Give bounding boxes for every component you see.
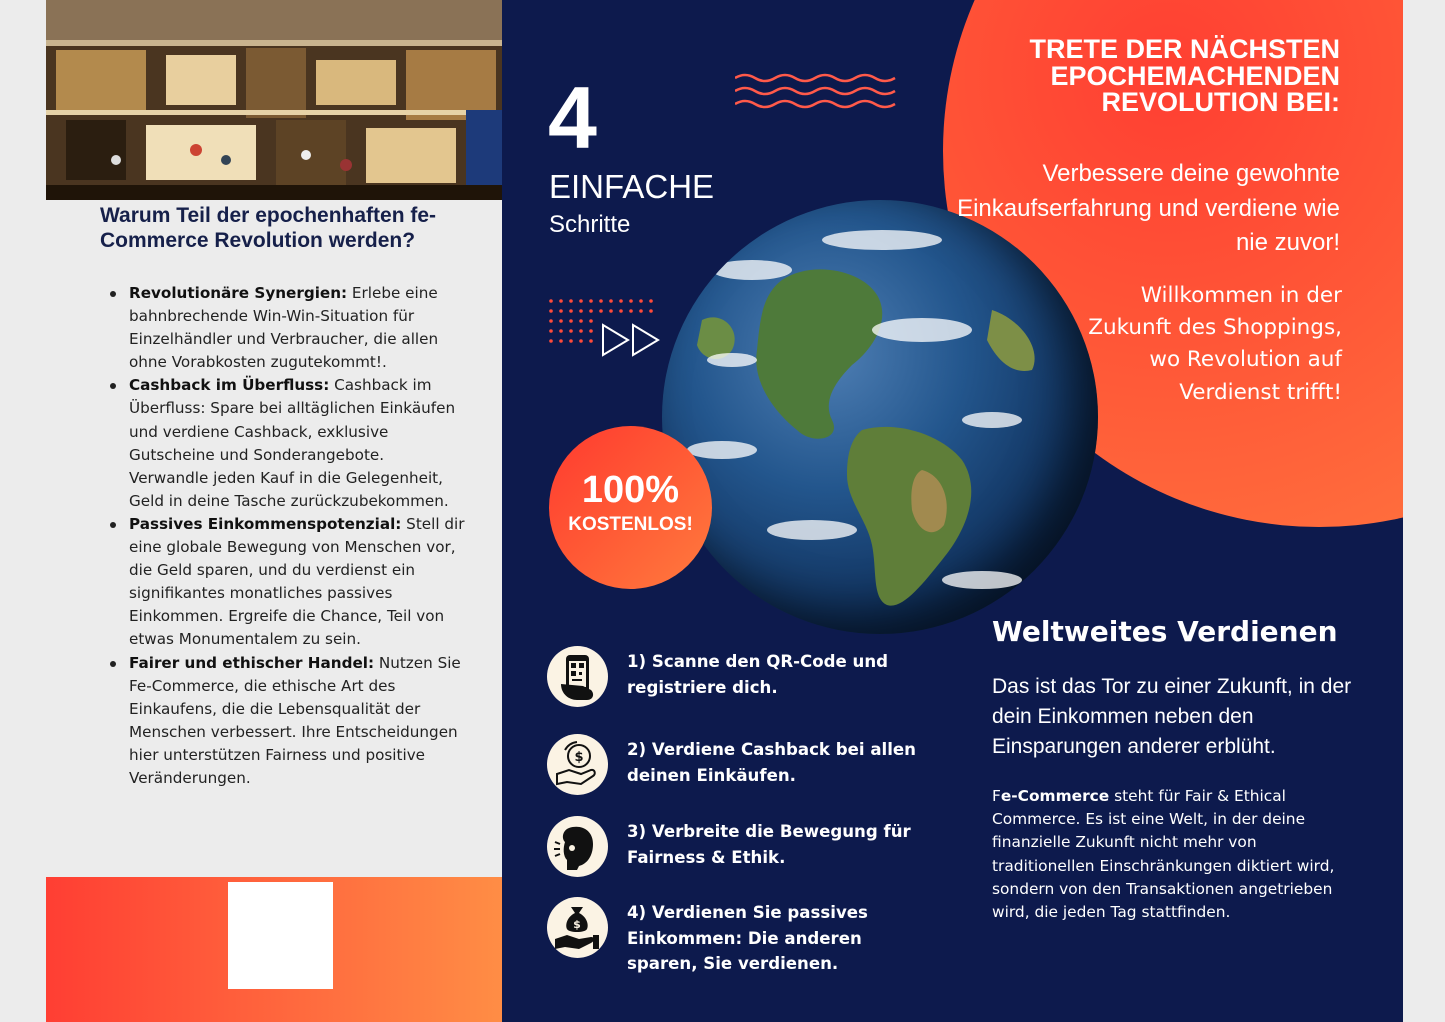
cashback-hand-icon [547, 734, 608, 795]
benefit-item [104, 374, 466, 513]
earn-title: Weltweites Verdienen [992, 615, 1338, 648]
earn-body-prefix: F [992, 787, 1001, 805]
free-badge-percent: 100% [581, 469, 680, 511]
free-badge [549, 426, 712, 589]
gradient-band [46, 877, 502, 1022]
megaphone-person-icon [547, 816, 608, 877]
navy-panel [502, 0, 1403, 1022]
benefit-title: Cashback im Überfluss: [129, 376, 330, 395]
qr-code-placeholder [228, 882, 333, 989]
earn-body-text [992, 785, 1352, 924]
shopping-mall-photo [46, 0, 502, 200]
earn-body-rest: steht für Fair & Ethical Commerce. Es ist eine Welt, in der deine finanzielle Zukunft nicht mehr von traditionellen Einschränkungen diktiert wird, sondern von den Transaktionen angetrieben wird, die jeden Tag stattfinden. [992, 787, 1335, 922]
left-panel [46, 0, 502, 1022]
svg-text:$: $ [573, 918, 581, 931]
einfache-label: EINFACHE [549, 168, 715, 205]
svg-text:$: $ [574, 750, 584, 765]
benefit-title: Passives Einkommenspotenzial: [129, 514, 402, 533]
earn-body-bold: e-Commerce [1000, 787, 1110, 805]
benefit-title: Fairer und ethischer Handel: [129, 653, 375, 672]
money-bag-hand-icon [547, 897, 608, 958]
revolution-subtitle: Verbessere deine gewohnte Einkaufserfahrung und verdiene wie nie zuvor! [957, 160, 1340, 257]
left-heading: Warum Teil der epochenhaften fe-Commerce Revolution werden? [100, 204, 437, 252]
benefit-title: Revolutionäre Synergien: [129, 284, 348, 302]
benefit-item [104, 513, 466, 652]
benefit-item [104, 652, 466, 791]
benefit-list [104, 282, 466, 790]
step-text: 2) Verdiene Cashback bei allen deinen Einkäufen. [627, 740, 916, 785]
welcome-text: Willkommen in der Zukunft des Shoppings, wo Revolution auf Verdienst trifft! [1088, 283, 1342, 405]
qr-phone-icon [547, 646, 608, 707]
step-text: 3) Verbreite die Bewegung für Fairness & Ethik. [627, 822, 911, 867]
benefit-text: Erlebe eine bahnbrechende Win-Win-Situation für Einzelhändler und Verbraucher, die allen ohne Vorabkosten zugutekommt!. [129, 284, 439, 372]
benefit-text: Stell dir eine globale Bewegung von Menschen vor, die Geld sparen, und du verdienst ein signifikantes monatliches passives Einkommen. Ergreife die Chance, Teil von etwas Monumentalem zu sein. [129, 514, 465, 649]
step-text: 1) Scanne den QR-Code und registriere dich. [627, 652, 889, 697]
benefit-text: Cashback im Überfluss: Spare bei alltäglichen Einkäufen und verdiene Cashback, exklusive Gutscheine und Sonderangebote. Verwandle jeden Kauf in die Gelegenheit, Geld in deine Tasche zurückzubekommen. [129, 376, 456, 510]
revolution-title: TRETE DER NÄCHSTEN EPOCHEMACHENDEN REVOLUTION BEI: [1029, 34, 1340, 118]
dot-grid-arrows-decoration [548, 297, 668, 357]
schritte-label: Schritte [549, 211, 631, 238]
earn-lead-text: Das ist das Tor zu einer Zukunft, in der dein Einkommen neben den Einsparungen anderer erblüht. [992, 675, 1352, 758]
wavy-lines-decoration [735, 72, 900, 112]
benefit-item [104, 282, 466, 374]
step-text: 4) Verdienen Sie passives Einkommen: Die anderen sparen, Sie verdienen. [627, 903, 868, 974]
earth-globe-image [662, 200, 1098, 634]
benefit-text: Nutzen Sie Fe-Commerce, die ethische Art des Einkaufens, die die Lebensqualität der Menschen verbessert. Ihre Entscheidungen hier unterstützen Fairness und positive Veränderungen. [129, 653, 461, 787]
free-badge-label: KOSTENLOS! [568, 514, 693, 535]
step-count: 4 [548, 68, 597, 167]
